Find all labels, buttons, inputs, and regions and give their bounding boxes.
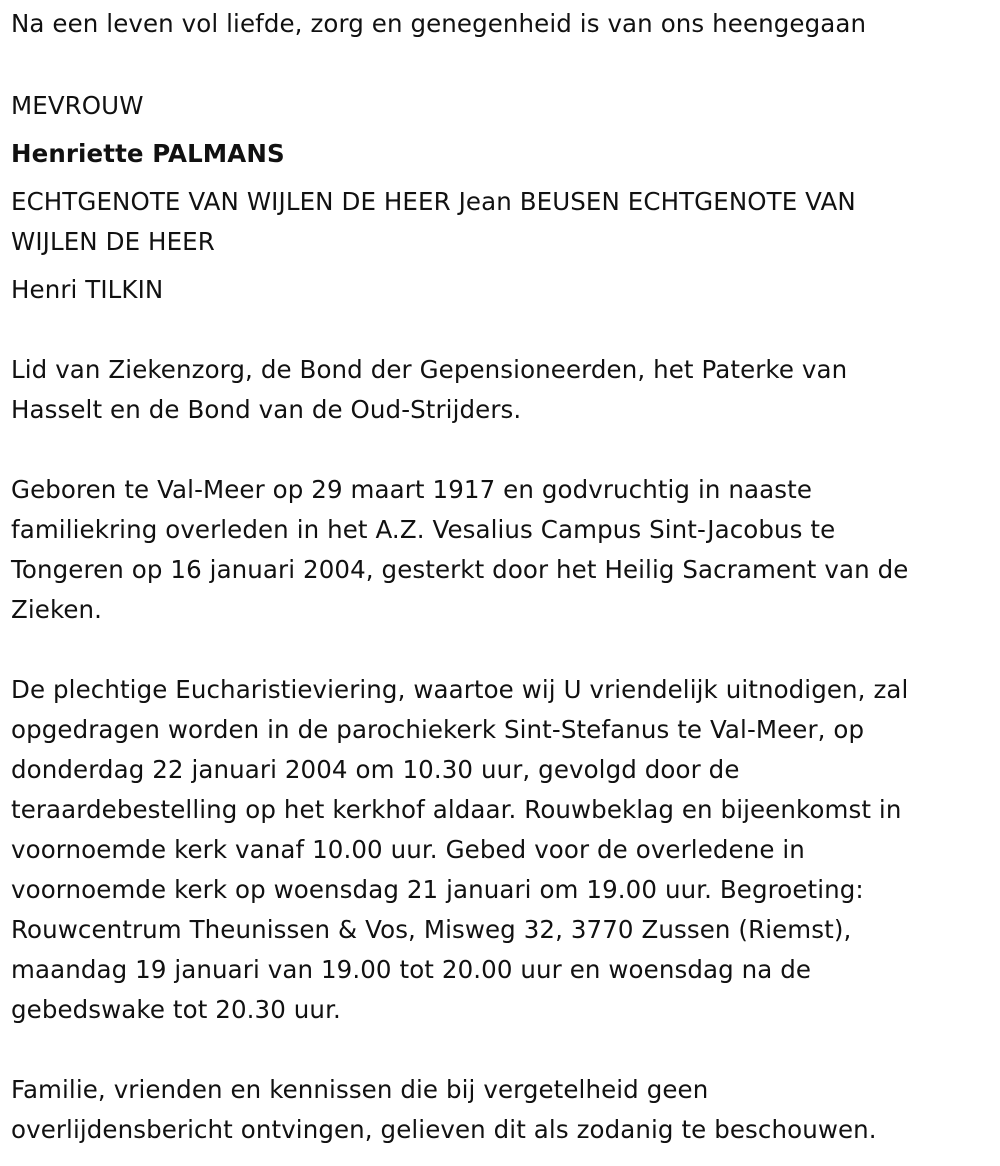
paragraph-line: Lid van Ziekenzorg, de Bond der Gepensioneerden, het Paterke van — [11, 355, 848, 384]
paragraph-line: gebedswake tot 20.30 uur. — [11, 995, 341, 1024]
paragraph-line: teraardebestelling op het kerkhof aldaar. Rouwbeklag en bijeenkomst in — [11, 795, 902, 824]
paragraph-line: Geboren te Val-Meer op 29 maart 1917 en godvruchtig in naaste — [11, 475, 812, 504]
paragraph-line: overlijdensbericht ontvingen, gelieven dit als zodanig te beschouwen. — [11, 1115, 877, 1144]
paragraph-line: De plechtige Eucharistieviering, waartoe wij U vriendelijk uitnodigen, zal — [11, 675, 909, 704]
paragraph-line: maandag 19 januari van 19.00 tot 20.00 uur en woensdag na de — [11, 955, 812, 984]
spouse-line: ECHTGENOTE VAN WIJLEN DE HEER Jean BEUSEN ECHTGENOTE VAN — [11, 187, 856, 216]
intro-text: Na een leven vol liefde, zorg en genegenheid is van ons heengegaan — [11, 9, 867, 38]
paragraph-line: Tongeren op 16 januari 2004, gesterkt door het Heilig Sacrament van de — [11, 555, 909, 584]
title-text: MEVROUW — [11, 91, 144, 120]
deceased-name: Henriette PALMANS — [11, 139, 285, 168]
paragraph-line: Familie, vrienden en kennissen die bij vergetelheid geen — [11, 1075, 709, 1104]
paragraph-line: Hasselt en de Bond van de Oud-Strijders. — [11, 395, 522, 424]
paragraph-line: donderdag 22 januari 2004 om 10.30 uur, gevolgd door de — [11, 755, 740, 784]
spouse-line: WIJLEN DE HEER — [11, 227, 215, 256]
paragraph-line: voornoemde kerk vanaf 10.00 uur. Gebed voor de overledene in — [11, 835, 805, 864]
paragraph-line: voornoemde kerk op woensdag 21 januari om 19.00 uur. Begroeting: — [11, 875, 864, 904]
paragraph-line: Zieken. — [11, 595, 103, 624]
spouse-name-line: Henri TILKIN — [11, 275, 164, 304]
paragraph-line: opgedragen worden in de parochiekerk Sint-Stefanus te Val-Meer, op — [11, 715, 865, 744]
paragraph-line: Rouwcentrum Theunissen & Vos, Misweg 32, 3770 Zussen (Riemst), — [11, 915, 852, 944]
paragraph-line: familiekring overleden in het A.Z. Vesalius Campus Sint-Jacobus te — [11, 515, 836, 544]
